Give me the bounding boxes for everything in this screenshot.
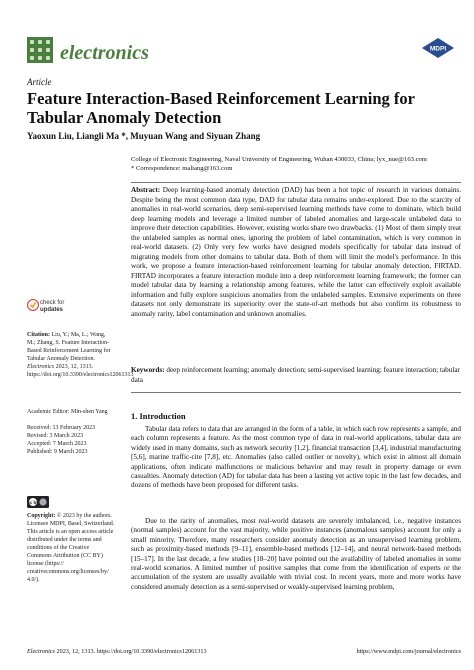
citation-label: Citation: xyxy=(27,332,50,338)
date-received: Received: 13 February 2023 xyxy=(27,425,96,431)
copyright-label: Copyright: xyxy=(27,513,56,519)
section-heading: 1. Introduction xyxy=(131,411,186,421)
footer-doi[interactable]: 2023, 12, 1313. https://doi.org/10.3390/electronics12061313 xyxy=(56,648,207,655)
citation-text: Liu, Y.; Ma, L.; Wang, M.; Zhang, S. Feature Interaction-Based Reinforcement Learning for Tabular Anomaly Detection. xyxy=(27,332,111,362)
abstract-text: Deep learning-based anomaly detection (DAD) has been a hot topic of research in various domains. Despite being the most common data type, DAD for tabular data remains under-explored. Due to the scarcity of anomalies in real-world scenarios, deep semi-supervised learning methods have come to dominate, which build deep learning models and leverage a limited number of labeled anomalies and large-scale unlabeled data to improve their detection capabilities. However, existing works share two drawbacks. (1) Most of them simply treat the unlabeled samples as normal ones, ignoring the problem of label contamination, which is very common in real-world datasets. (2) Only very few works have designed models specifically for tabular data instead of migrating models from other domains to tabular data. Both of them will limit the model's performance. In this work, we propose a feature interaction-based reinforcement learning for tabular anomaly detection, FIRTAD. FIRTAD incorporates a feature interaction module into a deep reinforcement learning framework; the former can model tabular data by learning a relationship among features, while the latter can effectively exploit available information and fully explore suspicious anomalies from the unlabeled samples. Extensive experiments on three datasets not only demonstrate its superiority over the state-of-art methods but also confirm its robustness to anomaly rarity, label contamination and unknown anomalies. xyxy=(131,186,462,318)
date-published: Published: 9 March 2023 xyxy=(27,449,88,455)
academic-editor: Academic Editor: Min-shen Yang xyxy=(27,409,108,415)
keywords-text: deep reinforcement learning; anomaly detection; semi-supervised learning; feature interaction; tabular data xyxy=(131,366,460,384)
publisher-name: MDPI xyxy=(429,45,447,53)
date-accepted: Accepted: 7 March 2023 xyxy=(27,441,87,447)
footer-url[interactable]: https://www.mdpi.com/journal/electronics xyxy=(356,648,461,655)
intro-paragraph-2: Due to the rarity of anomalies, most real-world datasets are severely imbalanced, i.e., negative instances (normal samples) account for the vast majority, while positive instances (anomalous samples) account for only a small minority. Therefore, many researchers consider anomaly detection as an unsupervised learning problem, such as proximity-based methods [9–11], ensemble-based methods [12–14], and neural network-based methods [15–17]. In the last decade, a few studies [18–20] have pointed out the availability of labeled anomalies in some real-world scenarios. A limited number of positive samples that come from the identification of experts or the accumulation of the system are usually available with trivial cost. In recent years, more and more works have considered anomaly detection as a semi-supervised or weakly-supervised learning problem, xyxy=(131,517,461,591)
article-type: Article xyxy=(27,77,52,87)
separator-top xyxy=(131,182,461,183)
dates-block xyxy=(27,424,115,456)
affiliation: College of Electronic Engineering, Naval University of Engineering, Wuhan 430033, China; lyx_nue@163.com xyxy=(131,156,427,163)
affiliation-block xyxy=(131,155,461,173)
correspondence: * Correspondence: maliang@163.com xyxy=(131,165,233,172)
abstract-label: Abstract: xyxy=(131,186,161,194)
journal-logo-icon xyxy=(27,37,53,63)
citation-journal: Electronics xyxy=(27,364,55,370)
check-updates-line2: updates xyxy=(40,307,64,313)
paper-authors: Yaoxun Liu, Liangli Ma *, Muyuan Wang and Siyuan Zhang xyxy=(27,131,261,141)
cc-badge-text: cc by xyxy=(27,499,39,505)
separator-bottom xyxy=(131,392,461,393)
check-for-updates-label[interactable] xyxy=(40,300,64,314)
keywords xyxy=(131,366,461,385)
citation-tail: 2023, 12, 1313. https://doi.org/10.3390/electronics12061313 xyxy=(27,364,134,378)
check-for-updates-icon[interactable] xyxy=(27,298,107,320)
check-updates-line1: check for xyxy=(40,300,65,306)
intro-paragraph-1: Tabular data refers to data that are arranged in the form of a table, in which each row represents a sample, and each column represents a feature. As the most common type of data in real-world applications, tabular data are widely used in many domains, such as network security [1,2], financial transaction [3,4], industrial manufacturing [5,6], marine traffic-cite [7,8], etc. Anomalies (also called outlier or novelty), which exist in almost all domain applications, often indicate malfunctions or malicious behavior and may result in property damage or even casualties. Anomaly detection (AD) for tabular data has been a lasting yet active topic in the last few decades, and dozens of methods have been proposed for different tasks. xyxy=(131,425,461,490)
footer-citation xyxy=(27,648,207,655)
copyright-block xyxy=(27,512,115,584)
citation-block xyxy=(27,331,134,379)
date-revised: Revised: 3 March 2023 xyxy=(27,433,84,439)
paper-title: Feature Interaction-Based Reinforcement Learning for Tabular Anomaly Detection xyxy=(27,89,415,127)
mdpi-logo-icon xyxy=(422,38,454,58)
keywords-label: Keywords: xyxy=(131,366,165,374)
footer-journal: Electronics xyxy=(27,648,55,655)
cc-by-license-icon[interactable] xyxy=(27,495,49,507)
abstract xyxy=(131,186,461,319)
journal-name: electronics xyxy=(60,42,149,64)
copyright-text: © 2023 by the authors. Licensee MDPI, Basel, Switzerland. This article is an open access article distributed under the terms and conditions of the Creative Commons Attribution (CC BY) license (https:// creativecommons.org/licenses/by/ 4.0/). xyxy=(27,513,115,583)
